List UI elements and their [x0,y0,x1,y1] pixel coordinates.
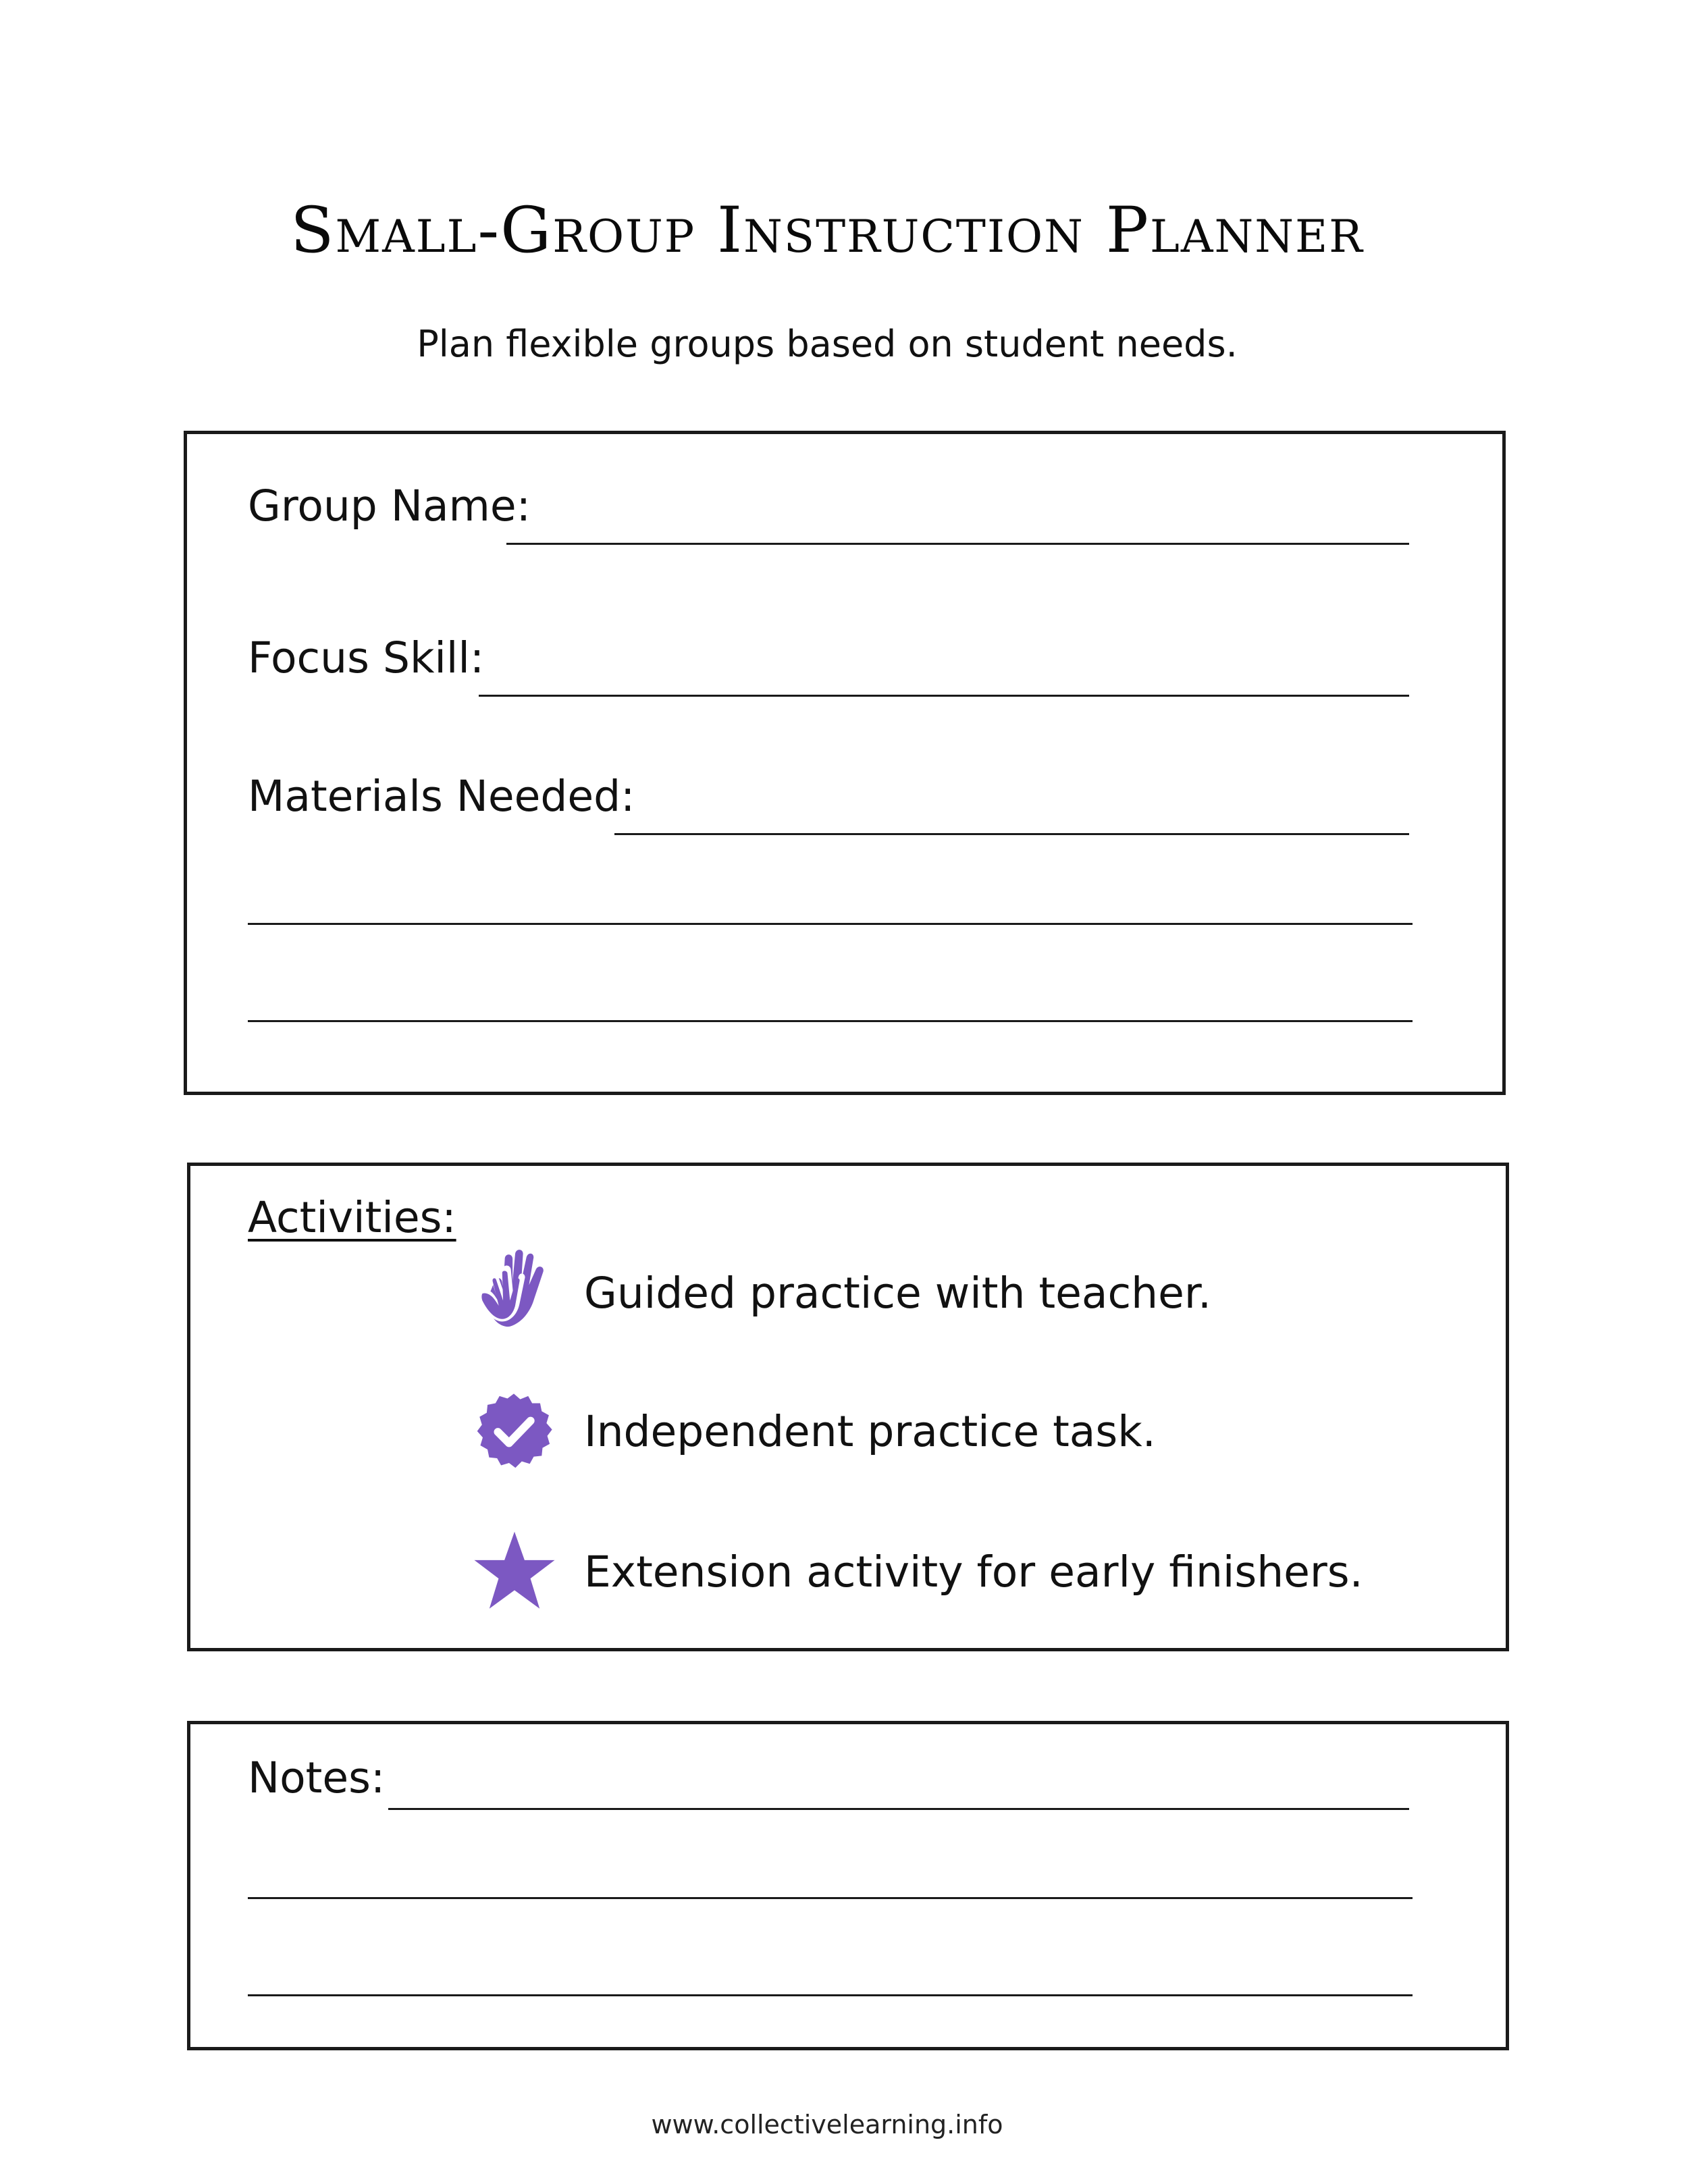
materials-field-line-3[interactable] [248,1020,1413,1022]
focus-skill-field[interactable] [479,695,1409,697]
group-info-box [184,431,1506,1095]
group-name-label: Group Name: [248,481,531,531]
materials-field[interactable] [614,833,1409,835]
notes-label: Notes: [248,1753,386,1803]
activities-heading: Activities: [248,1193,456,1242]
activity-guided-practice: Guided practice with teacher. [584,1269,1212,1318]
checkmark-badge-icon [474,1392,554,1472]
focus-skill-label: Focus Skill: [248,633,485,683]
notes-field-line-2[interactable] [248,1897,1413,1899]
notes-box [187,1721,1509,2050]
footer-url: www.collectivelearning.info [651,2110,1003,2139]
materials-label: Materials Needed: [248,772,635,821]
page-subtitle: Plan flexible groups based on student needs. [417,323,1238,365]
group-name-field[interactable] [506,543,1409,545]
activities-box [187,1163,1509,1651]
page-title: Small-Group Instruction Planner [290,194,1364,267]
star-icon [473,1529,556,1613]
helping-hands-icon [472,1247,558,1333]
activity-independent-practice: Independent practice task. [584,1407,1156,1456]
notes-field-line-3[interactable] [248,1994,1413,1996]
notes-field[interactable] [388,1808,1409,1810]
materials-field-line-2[interactable] [248,923,1413,925]
activity-extension: Extension activity for early finishers. [584,1547,1363,1597]
